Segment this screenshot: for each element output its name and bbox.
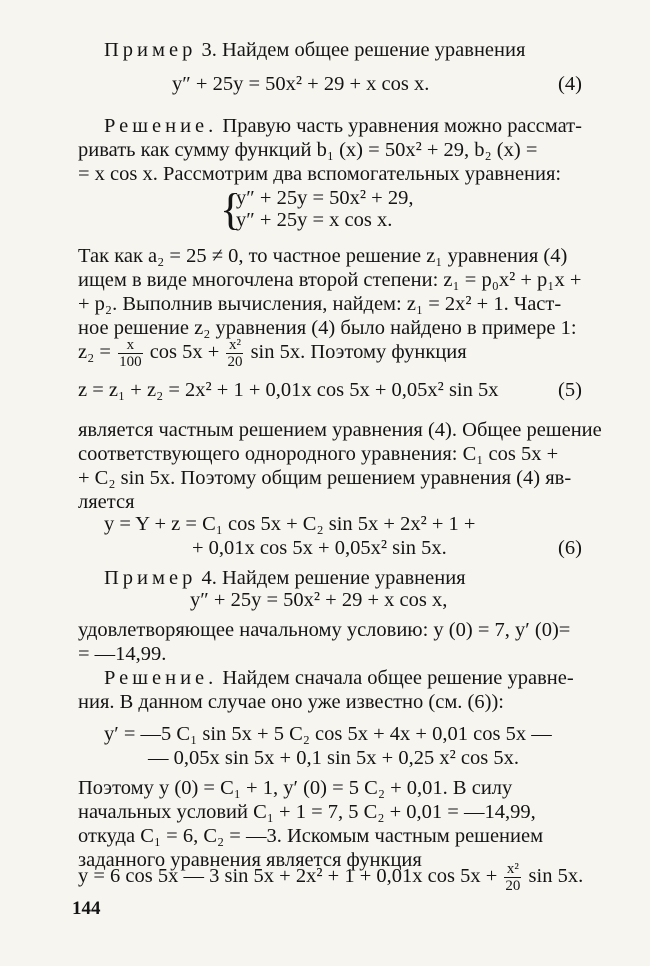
example4-label: Пример [104, 567, 197, 589]
solution3-line-2: ривать как сумму функций b₁ (x) = 50x² + 29, b₂ (x) = [78, 139, 538, 161]
after5-line-4: ляется [78, 491, 135, 513]
z2-middle: cos 5x + [149, 341, 220, 363]
paragraph-line-4: ное решение z₂ уравнения (4) было найдено в примере 1: [78, 317, 577, 339]
after5-line-2: соответствующего однородного уравнения: C₁ cos 5x + [78, 443, 559, 465]
page-number: 144 [72, 898, 101, 919]
final-fraction-numerator: x² [504, 861, 521, 878]
example4-title: 4. Найдем решение уравнения [201, 567, 466, 589]
initial-condition-line-2: = —14,99. [78, 643, 167, 665]
system-brace: { [220, 185, 242, 234]
final-fraction-denominator: 20 [505, 877, 521, 894]
example3-title: 3. Найдем общее решение уравнения [201, 39, 526, 61]
equation-6-line-2: + 0,01x cos 5x + 0,05x² sin 5x. [192, 537, 447, 559]
paragraph-line-2: ищем в виде многочлена второй степени: z₁ = p₀x² + p₁x + [78, 269, 582, 291]
paragraph-line-3: + p₂. Выполнив вычисления, найдем: z₁ = 2x² + 1. Част- [78, 293, 562, 315]
solution3-line-1 [104, 114, 582, 138]
solution4-line-2: ния. В данном случае оно уже известно (см. (6)): [78, 691, 504, 713]
example4-heading [104, 566, 466, 590]
system-equation-2: y″ + 25y = x cos x. [236, 209, 393, 231]
solution4-label: Решение. [104, 667, 218, 689]
after5-line-3: + C₂ sin 5x. Поэтому общим решением уравнения (4) яв- [78, 467, 572, 489]
z2-fraction-2-denominator: 20 [227, 353, 243, 370]
example3-heading [104, 38, 525, 62]
conditions-line-3: откуда C₁ = 6, C₂ = —3. Искомым частным решением [78, 825, 544, 847]
final-solution-fraction [504, 861, 521, 894]
conditions-line-1: Поэтому y (0) = C₁ + 1, y′ (0) = 5 C₂ + 0,01. В силу [78, 777, 513, 799]
equation-4: y″ + 25y = 50x² + 29 + x cos x. [172, 73, 430, 95]
z2-prefix: z₂ = [78, 341, 111, 363]
solution3-label: Решение. [104, 115, 218, 137]
solution3-line-3: = x cos x. Рассмотрим два вспомогательных уравнения: [78, 163, 562, 185]
equation-4-number: (4) [558, 73, 582, 95]
equation-6-number: (6) [558, 537, 582, 559]
initial-condition-line-1: удовлетворяющее начальному условию: y (0) = 7, y′ (0)= [78, 619, 571, 641]
example3-label: Пример [104, 39, 197, 61]
equation-6-line-1: y = Y + z = C₁ cos 5x + C₂ sin 5x + 2x² + 1 + [104, 513, 476, 535]
paragraph-line-1: Так как a₂ = 25 ≠ 0, то частное решение z₁ уравнения (4) [78, 245, 568, 267]
derivative-line-1: y′ = —5 C₁ sin 5x + 5 C₂ cos 5x + 4x + 0,01 cos 5x — [104, 723, 552, 745]
derivative-line-2: — 0,05x sin 5x + 0,1 sin 5x + 0,25 x² cos 5x. [148, 747, 519, 769]
after5-line-1: является частным решением уравнения (4). Общее решение [78, 419, 602, 441]
equation-5-number: (5) [558, 379, 582, 401]
conditions-line-4: заданного уравнения является функция [78, 849, 422, 871]
z2-fraction-2-numerator: x² [226, 337, 243, 354]
z2-fraction-1 [118, 337, 143, 370]
z2-fraction-1-denominator: 100 [119, 353, 142, 370]
solution4-line-1 [104, 666, 574, 690]
equation-5: z = z₁ + z₂ = 2x² + 1 + 0,01x cos 5x + 0,05x² sin 5x [78, 379, 499, 401]
final-solution-suffix: sin 5x. [528, 865, 584, 887]
solution4-line-1-text: Найдем сначала общее решение уравне- [222, 667, 574, 689]
z2-formula-line [78, 334, 467, 370]
z2-suffix: sin 5x. Поэтому функция [250, 341, 467, 363]
example4-equation: y″ + 25y = 50x² + 29 + x cos x, [190, 589, 448, 611]
final-solution-prefix: y = 6 cos 5x — 3 sin 5x + 2x² + 1 + 0,01x cos 5x + [78, 865, 498, 887]
system-equation-1: y″ + 25y = 50x² + 29, [236, 187, 414, 209]
z2-fraction-2 [226, 337, 243, 370]
final-solution [78, 858, 583, 894]
conditions-line-2: начальных условий C₁ + 1 = 7, 5 C₂ + 0,01 = —14,99, [78, 801, 536, 823]
solution3-line-1-text: Правую часть уравнения можно рассмат- [222, 115, 582, 137]
z2-fraction-1-numerator: x [118, 337, 143, 354]
